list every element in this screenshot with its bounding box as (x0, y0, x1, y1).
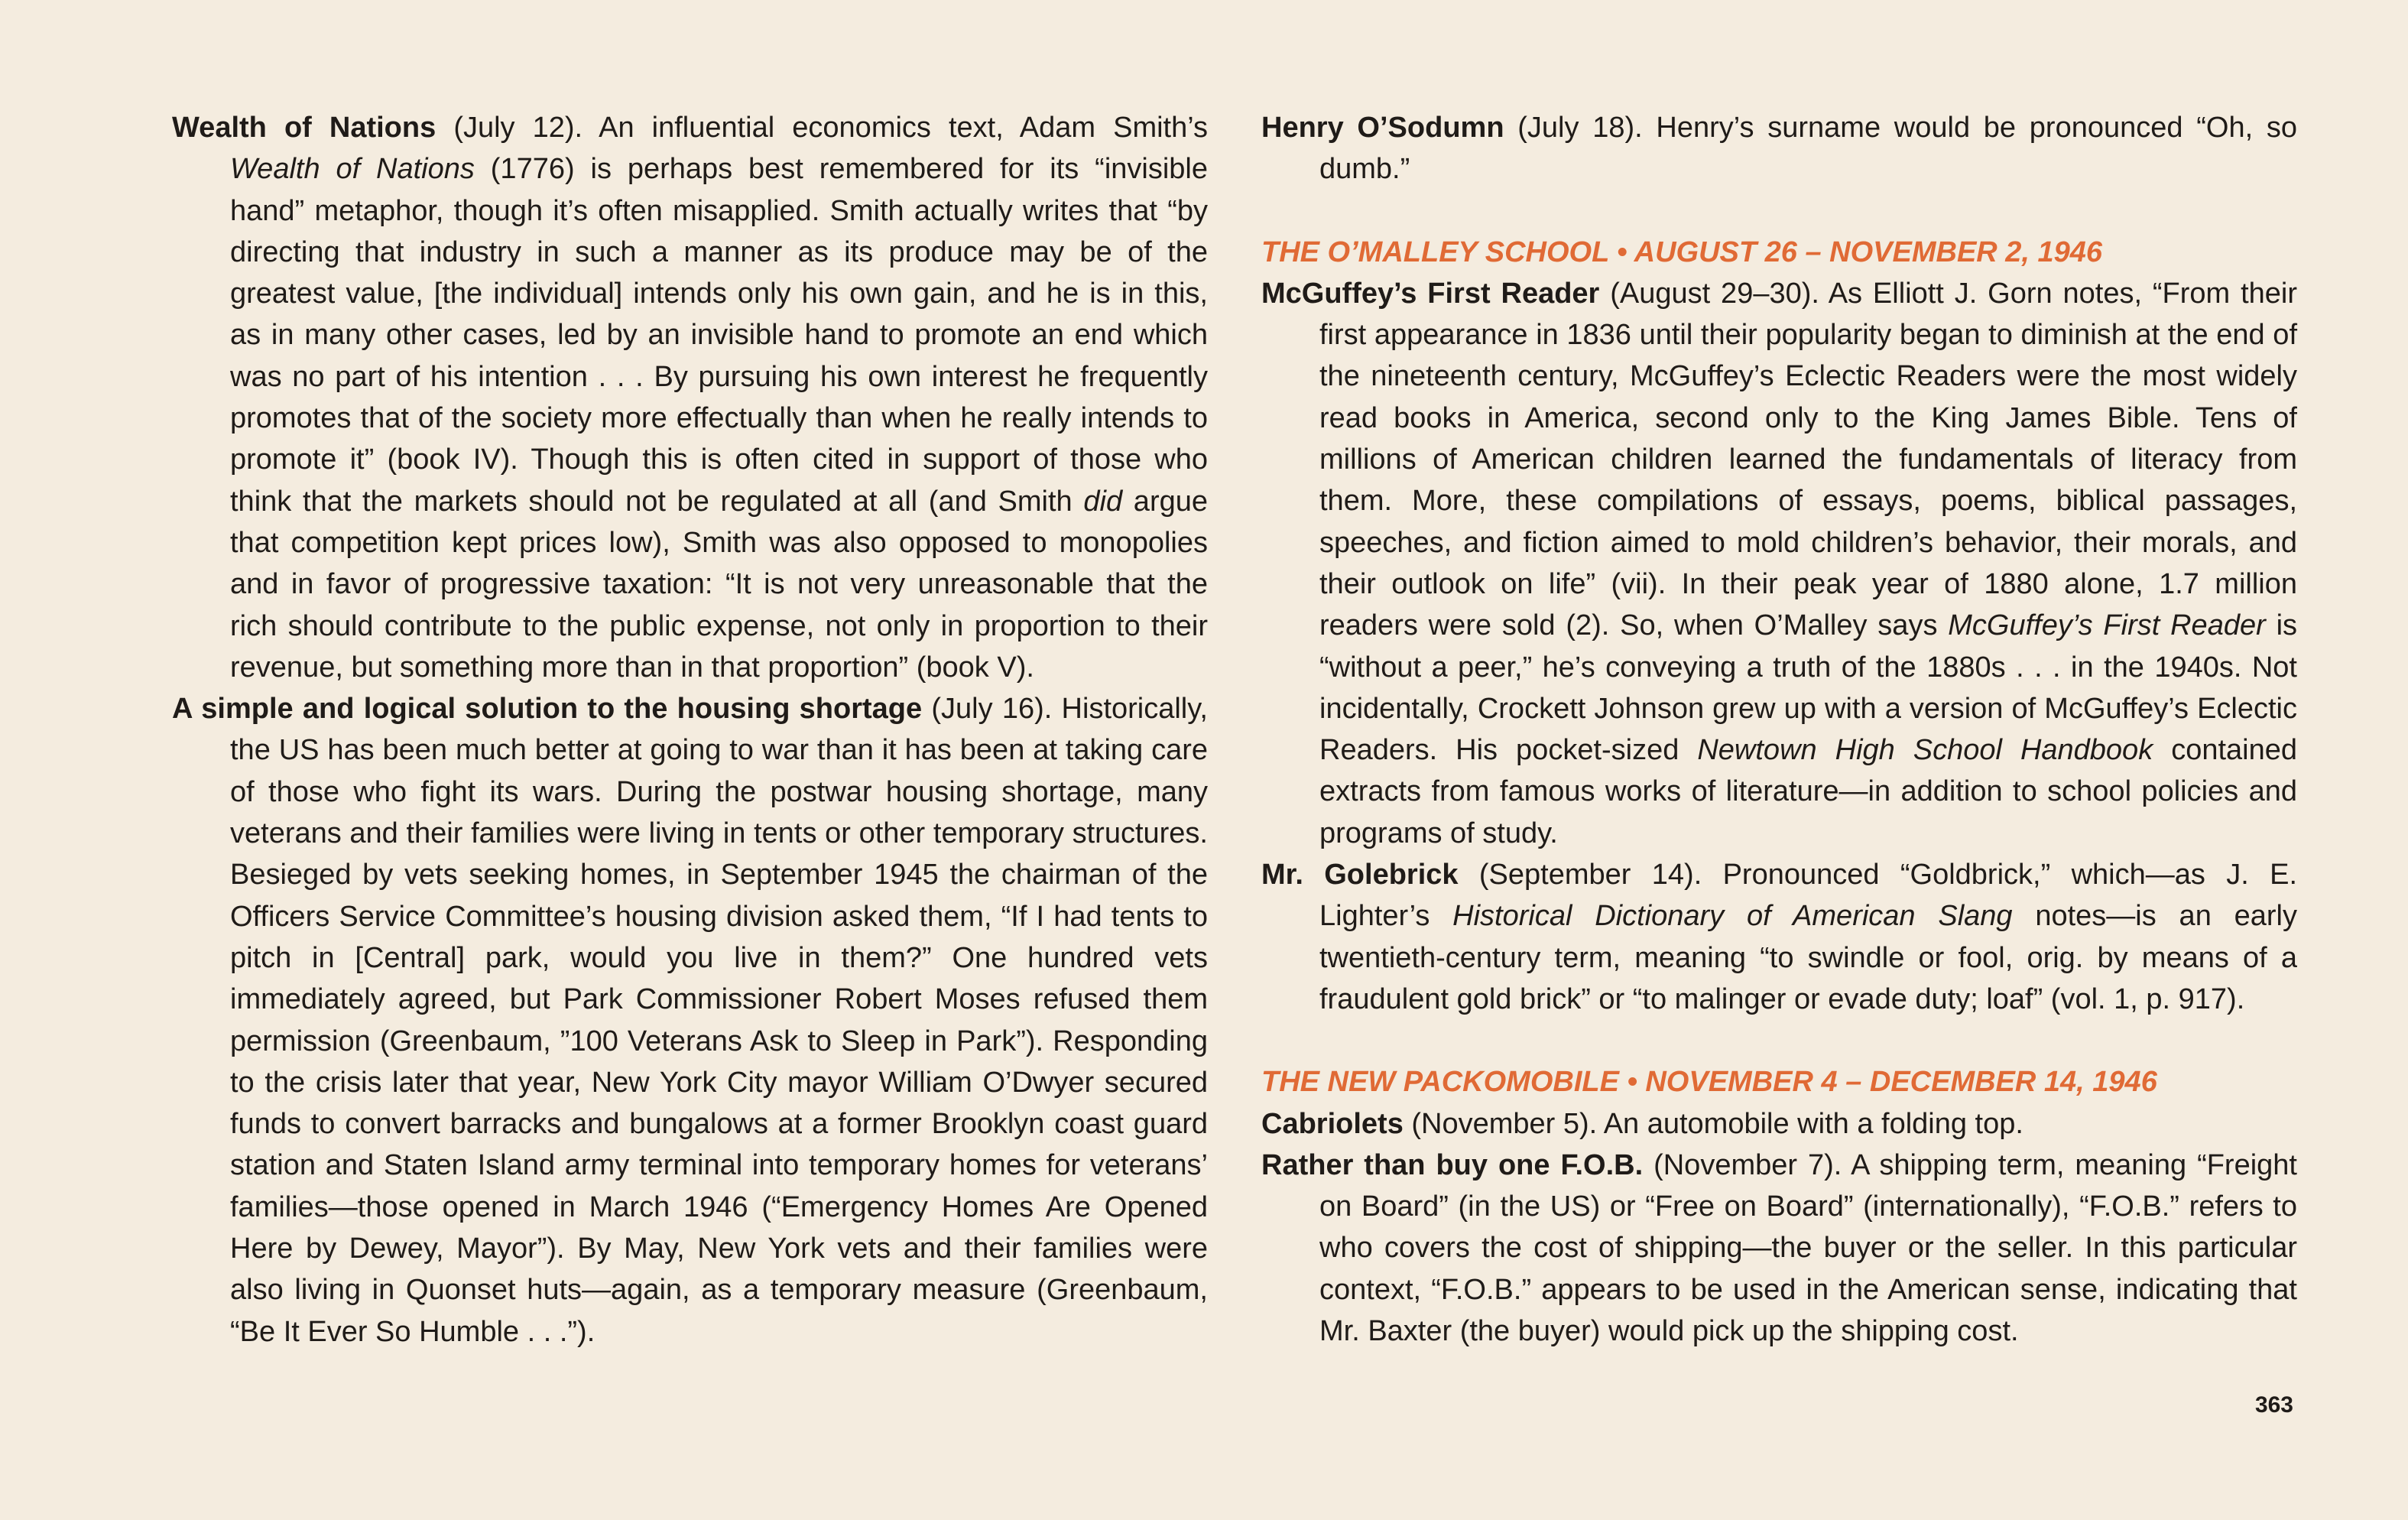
section-heading-new-packomobile: THE NEW PACKOMOBILE • NOVEMBER 4 – DECEMBER 14, 1946 (1261, 1066, 2157, 1099)
page-number: 363 (2254, 1392, 2293, 1418)
section-heading-omalley-school: THE O’MALLEY SCHOOL • AUGUST 26 – NOVEMBER 2, 1946 (1261, 235, 2103, 268)
entry-text: (July 18). Henry’s surname would be pronounced “Oh, so dumb.” (1319, 112, 2297, 186)
entry-text: notes—is an early twentieth-century term, meaning “to swindle or fool, orig. by means of a fraudulent gold brick” or “to malinger or evade duty; loaf” (vol. 1, p. 917). (1319, 900, 2297, 1015)
entry-text: (November 5). An automobile with a folding top. (1403, 1107, 2023, 1140)
entry-text: (July 16). Historically, the US has been much better at going to war than it has been at taking care of those who fight its wars. During the postwar housing shortage, many veterans and their families were living in tents or other temporary structures. Besieged by vets seeking homes, in September 1945 the chairman of the Officers Service Committee’s housing division asked them, “If I had tents to pitch in [Central] park, would you live in them?” One hundred vets immediately agreed, but Park Commissioner Robert Moses refused them permission (Greenbaum, ”100 Veterans Ask to Sleep in Park”). Responding to the crisis later that year, New York City mayor William O’Dwyer secured funds to convert barracks and bungalows at a former Brooklyn coast guard station and Staten Island army terminal into temporary homes for veterans’ families—those opened in March 1946 (“Emergency Homes Are Opened Here by Dewey, Mayor”). By May, New York vets and their families were also living in Quonset huts—again, as a temporary measure (Greenbaum, “Be It Ever So Humble . . .”). (230, 693, 1208, 1348)
right-column (1261, 107, 2297, 1352)
entry-text: (November 7). A shipping term, meaning “Freight on Board” (in the US) or “Free on Board” (internationally), “F.O.B.” refers to who covers the cost of shipping—the buyer or the seller. In this particular context, “F.O.B.” appears to be used in the American sense, indicating that Mr. Baxter (the buyer) would pick up the shipping cost. (1319, 1148, 2297, 1348)
entry-italic-title: Wealth of Nations (230, 153, 475, 186)
entry-term: Cabriolets (1261, 1107, 1404, 1140)
entry-text: (September 14). Pronounced “Goldbrick,” which—as J. E. Lighter’s (1319, 859, 2298, 933)
entry-term: McGuffey’s First Reader (1261, 277, 1600, 310)
entry-term: Rather than buy one F.O.B. (1261, 1148, 1644, 1181)
entry-text: (August 29–30). As Elliott J. Gorn notes, “From their first appearance in 1836 until their popularity began to diminish at the end of the nineteenth century, McGuffey’s Eclectic Readers were the most widely read books in America, second only to the King James Bible. Tens of millions of American children learned the fundamentals of literacy from them. More, these compilations of essays, poems, biblical passages, speeches, and fiction aimed to mold children’s behavior, their morals, and their outlook on life” (vii). In their peak year of 1880 alone, 1.7 million readers were sold (2). So, when O’Malley says (1319, 277, 2297, 642)
entry-housing-shortage (172, 688, 1208, 1353)
entry-mcguffey (1261, 273, 2297, 854)
entry-fob (1261, 1145, 2297, 1352)
entry-cabriolets (1261, 1103, 2297, 1145)
entry-wealth-of-nations (172, 107, 1208, 688)
entry-text: (July 12). An influential economics text, Adam Smith’s (436, 112, 1209, 144)
entry-term: Mr. Golebrick (1261, 859, 1459, 892)
entry-golebrick (1261, 854, 2297, 1020)
entry-italic-title: McGuffey’s First Reader (1948, 609, 2266, 642)
entry-term: Wealth of Nations (172, 112, 436, 144)
entry-term: A simple and logical solution to the housing shortage (172, 693, 923, 726)
entry-henry-osodumn (1261, 107, 2297, 190)
entry-italic-title: Newtown High School Handbook (1697, 734, 2153, 767)
entry-text: contained extracts from famous works of literature—in addition to school policies and programs of study. (1319, 734, 2297, 849)
entry-italic-emphasis: did (1083, 485, 1123, 518)
entry-text: is “without a peer,” he’s conveying a truth of the 1880s . . . in the 1940s. Not incidentally, Crockett Johnson grew up with a version of McGuffey’s Eclectic Readers. His pocket-sized (1319, 609, 2298, 767)
entry-italic-title: Historical Dictionary of American Slang (1452, 900, 2013, 933)
left-column (172, 107, 1208, 1353)
entry-text: argue that competition kept prices low), Smith was also opposed to monopolies and in favor of progressive taxation: “It is not very unreasonable that the rich should contribute to the public expense, not only in proportion to their revenue, but something more than in that proportion” (book V). (230, 485, 1208, 684)
entry-text: (1776) is perhaps best remembered for its “invisible hand” metaphor, though it’s often misapplied. Smith actually writes that “by directing that industry in such a manner as its produce may be of the greatest value, [the individual] intends only his own gain, and he is in this, as in many other cases, led by an invisible hand to promote an end which was no part of his intention . . . By pursuing his own interest he frequently promotes that of the society more effectually than when he really intends to promote it” (book IV). Though this is often cited in support of those who think that the markets should not be regulated at all (and Smith (230, 153, 1208, 518)
entry-term: Henry O’Sodumn (1261, 112, 1504, 144)
